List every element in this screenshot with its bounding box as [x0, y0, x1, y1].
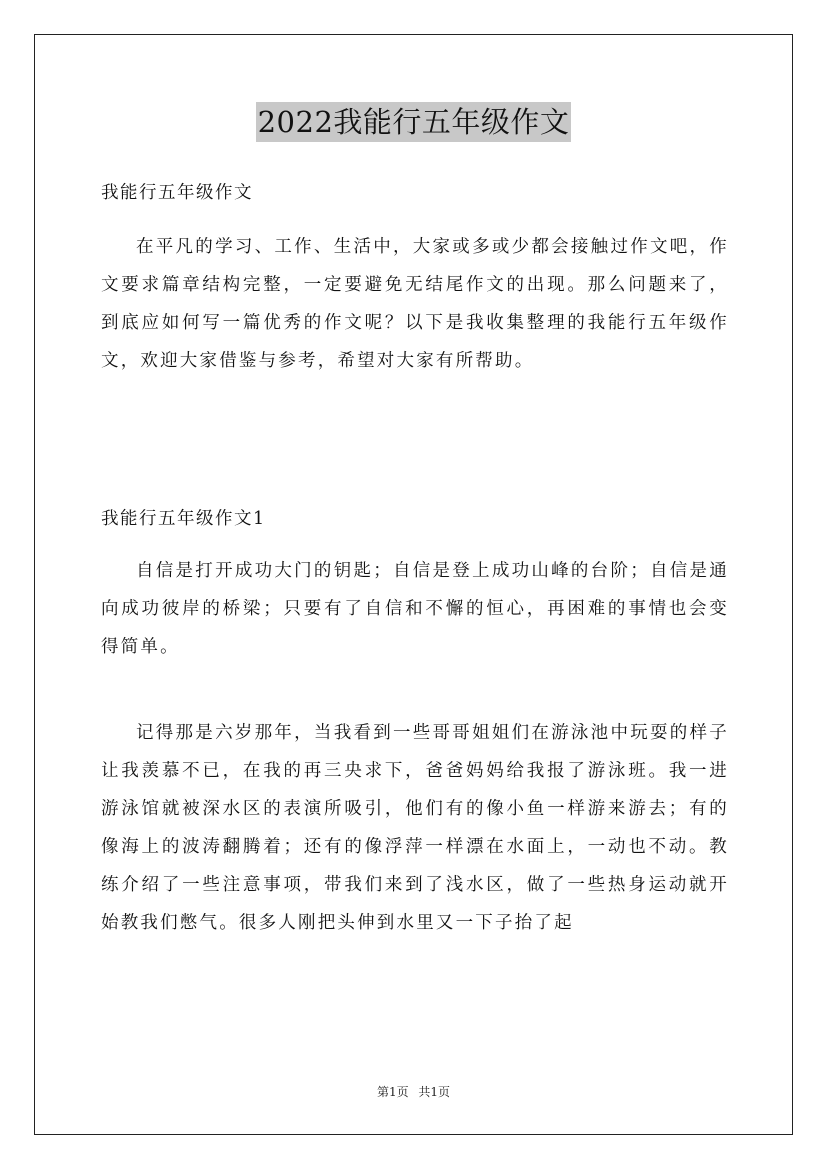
- title-container: [0, 102, 827, 142]
- section-heading: 我能行五年级作文1: [101, 509, 266, 529]
- page-total: 共1页: [418, 1085, 451, 1099]
- body-paragraph-1: 自信是打开成功大门的钥匙；自信是登上成功山峰的台阶；自信是通向成功彼岸的桥梁；只要有了自信和不懈的恒心，再困难的事情也会变得简单。: [101, 561, 729, 657]
- intro-paragraph: 在平凡的学习、工作、生活中，大家或多或少都会接触过作文吧，作文要求篇章结构完整，一定要避免无结尾作文的出现。那么问题来了，到底应如何写一篇优秀的作文呢？以下是我收集整理的我能行五年级作文，欢迎大家借鉴与参考，希望对大家有所帮助。: [101, 237, 729, 371]
- page-footer: [0, 1084, 827, 1100]
- document-title: 2022我能行五年级作文: [256, 102, 572, 142]
- body-paragraph-2: 记得那是六岁那年，当我看到一些哥哥姐姐们在游泳池中玩耍的样子让我羡慕不已，在我的再三央求下，爸爸妈妈给我报了游泳班。我一进游泳馆就被深水区的表演所吸引，他们有的像小鱼一样游来游去；有的像海上的波涛翻腾着；还有的像浮萍一样漂在水面上，一动也不动。教练介绍了一些注意事项，带我们来到了浅水区，做了一些热身运动就开始教我们憋气。很多人刚把头伸到水里又一下子抬了起: [101, 723, 729, 933]
- document-subtitle: 我能行五年级作文: [101, 183, 253, 203]
- page-number: 第1页: [376, 1085, 409, 1099]
